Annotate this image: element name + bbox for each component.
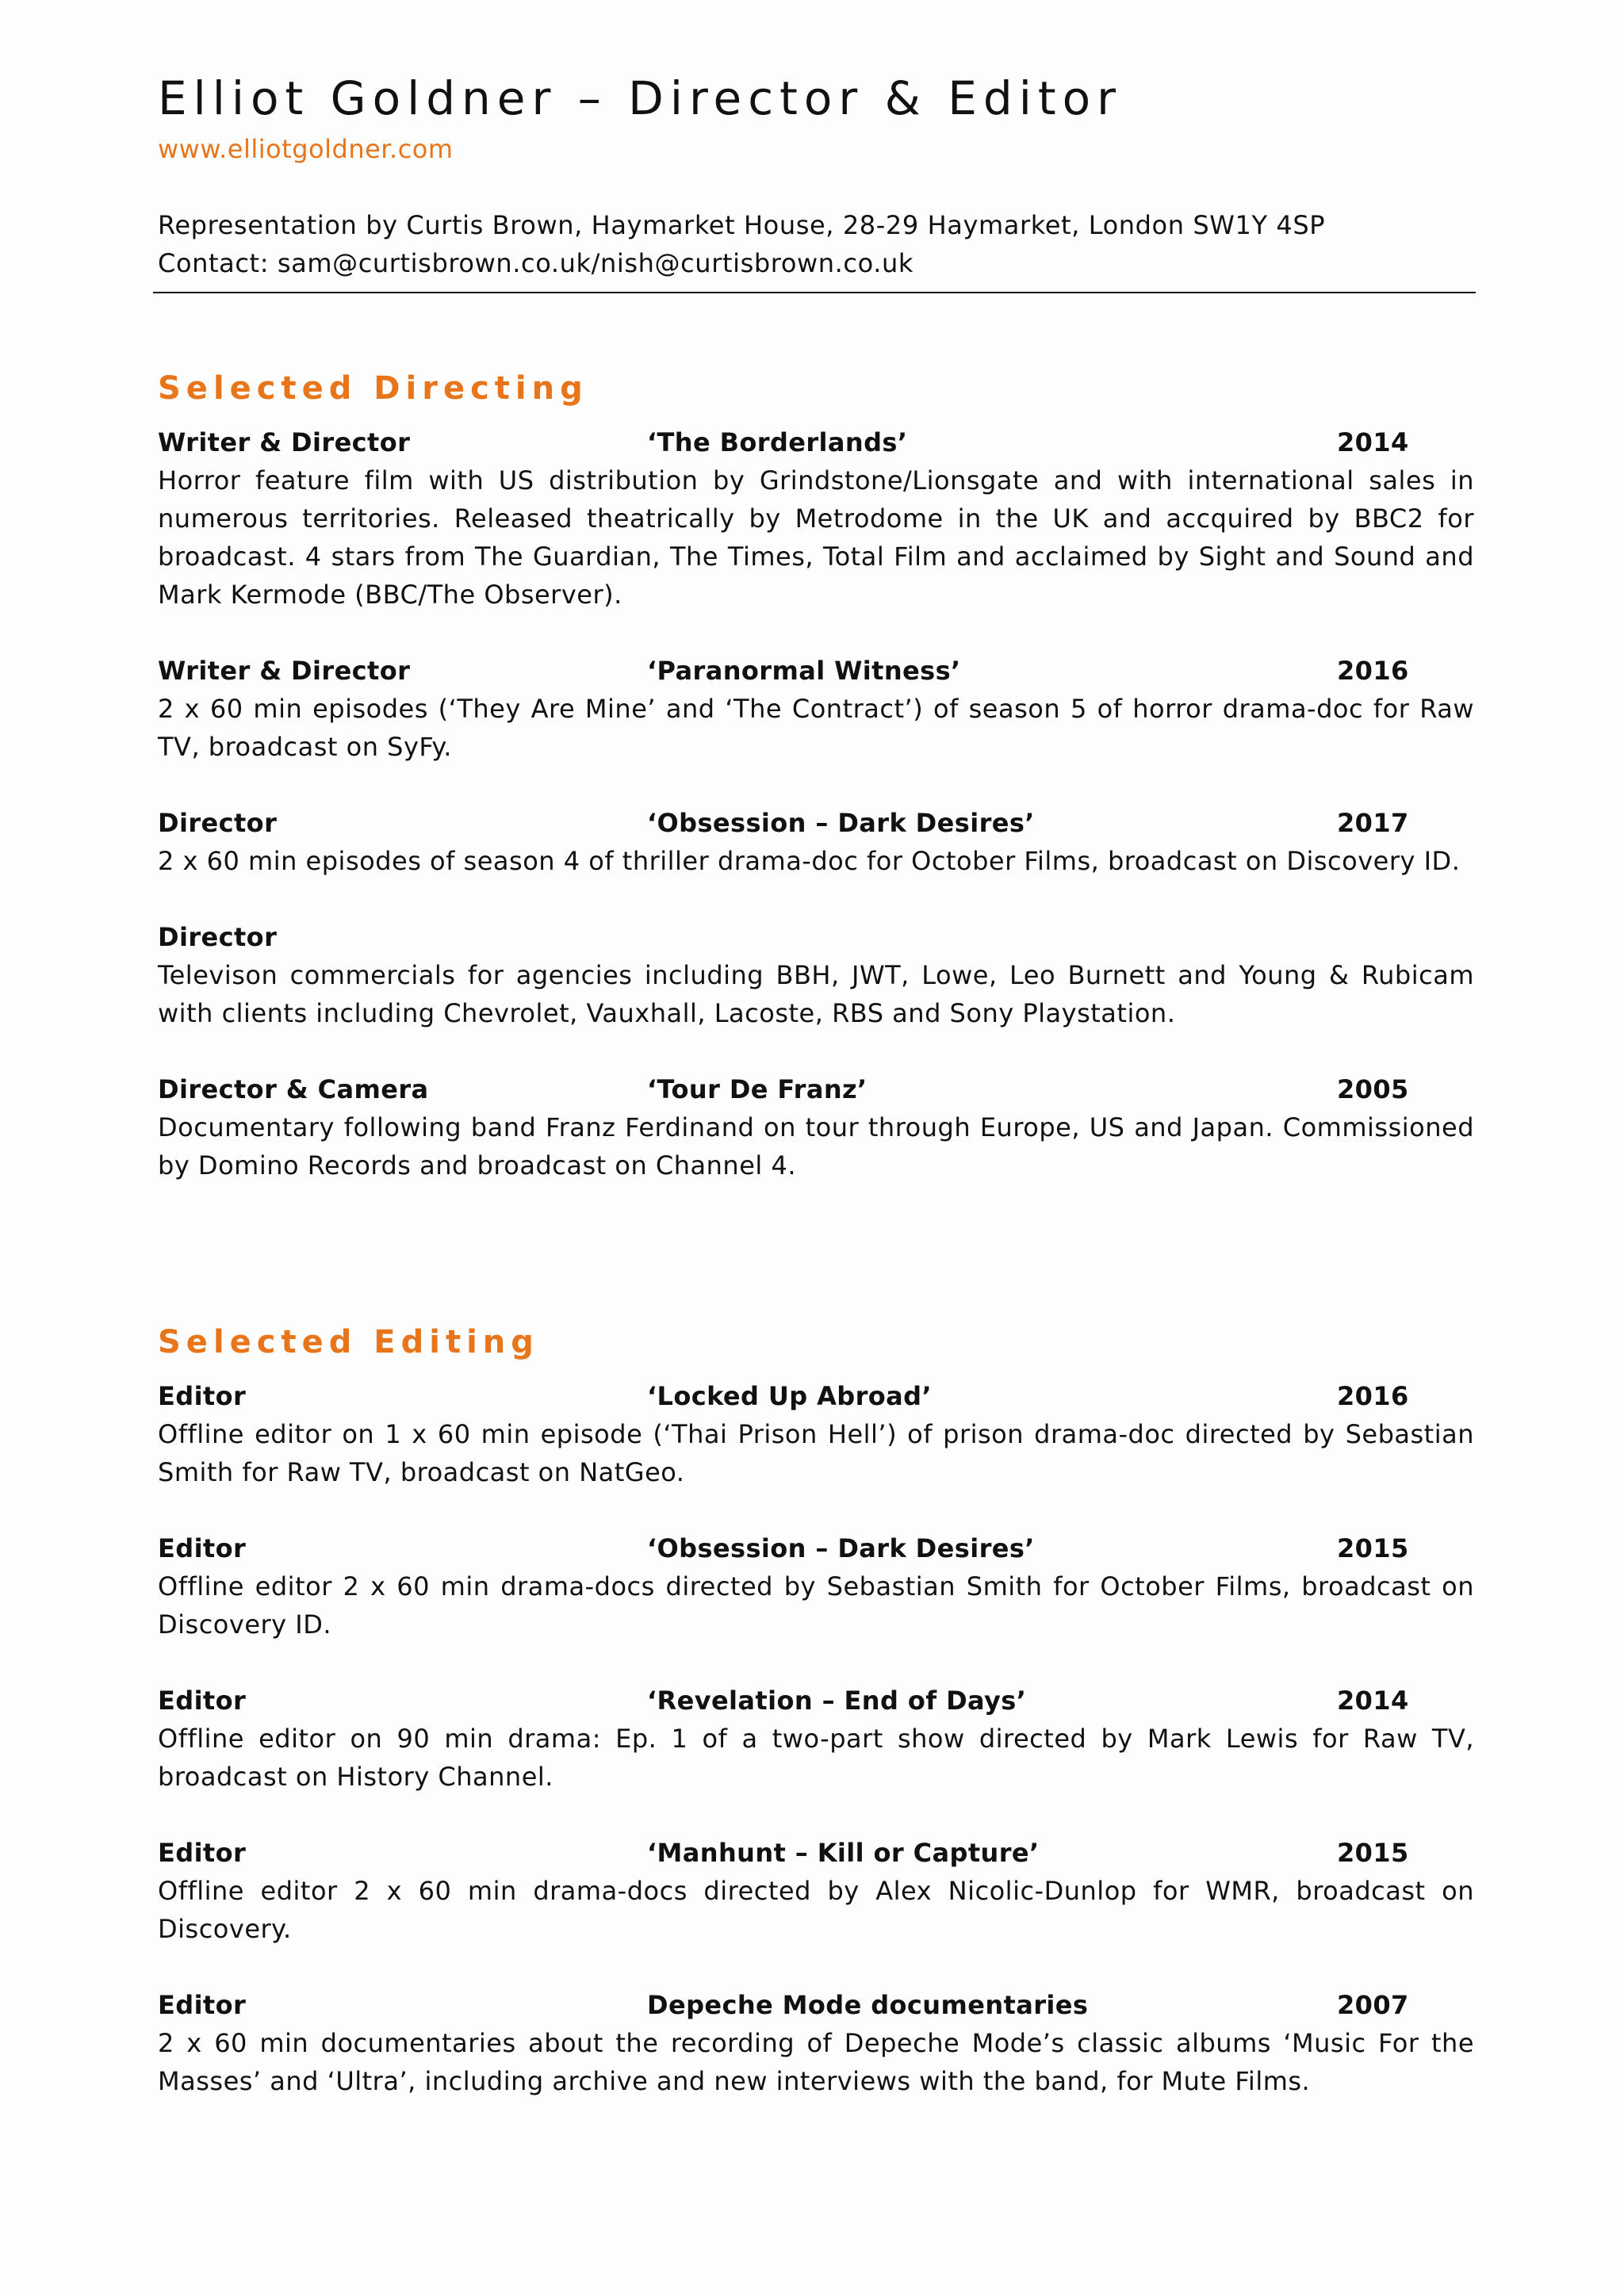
- entry-description: Offline editor 2 x 60 min drama-docs directed by Alex Nicolic-Dunlop for WMR, broadcast on Discovery.: [158, 1876, 1474, 1944]
- entry-description: 2 x 60 min documentaries about the recording of Depeche Mode’s classic albums ‘Music For the Masses’ and ‘Ultra’, including archive and new interviews with the band, for Mute Films.: [158, 2028, 1474, 2096]
- directing-entry: [158, 918, 1474, 1032]
- entry-title: ‘Obsession – Dark Desires’: [647, 808, 1035, 838]
- entry-header: [158, 652, 1474, 690]
- directing-heading: Selected Directing: [158, 370, 588, 407]
- entry-header: [158, 1377, 1474, 1415]
- entry-description: Horror feature film with US distribution by Grindstone/Lionsgate and with international sales in numerous territories. Released theatrically by Metrodome in the UK and accquired by BBC2 for broadcast. 4 stars from The Guardian, The Times, Total Film and acclaimed by Sight and Sound and Mark Kermode (BBC/The Observer).: [158, 465, 1474, 610]
- editing-entry: [158, 1986, 1474, 2100]
- entry-role: Director & Camera: [158, 1074, 429, 1104]
- entry-header: [158, 1070, 1474, 1108]
- editing-heading: Selected Editing: [158, 1324, 539, 1360]
- entry-role: Editor: [158, 1990, 247, 2020]
- entry-year: 2015: [1337, 1838, 1409, 1868]
- entry-description: 2 x 60 min episodes (‘They Are Mine’ and ‘The Contract’) of season 5 of horror drama-doc for Raw TV, broadcast on SyFy.: [158, 694, 1474, 762]
- entry-title: ‘Manhunt – Kill or Capture’: [647, 1838, 1040, 1868]
- directing-entry: [158, 1070, 1474, 1184]
- entry-role: Editor: [158, 1838, 247, 1868]
- entry-year: 2005: [1337, 1074, 1409, 1104]
- contact-block: [158, 206, 1474, 282]
- editing-entry: [158, 1834, 1474, 1948]
- entry-year: 2015: [1337, 1533, 1409, 1563]
- entry-description: Offline editor on 90 min drama: Ep. 1 of a two-part show directed by Mark Lewis for Raw TV, broadcast on History Channel.: [158, 1724, 1474, 1792]
- contact-line: Contact: sam@curtisbrown.co.uk/nish@curtisbrown.co.uk: [158, 248, 914, 278]
- entry-header: [158, 1986, 1474, 2024]
- entry-title: ‘Paranormal Witness’: [647, 656, 961, 686]
- entry-role: Director: [158, 808, 278, 838]
- entry-description: Offline editor on 1 x 60 min episode (‘Thai Prison Hell’) of prison drama-doc directed by Sebastian Smith for Raw TV, broadcast on NatGeo.: [158, 1419, 1474, 1487]
- editing-entry: [158, 1377, 1474, 1491]
- editing-entry: [158, 1529, 1474, 1644]
- entry-role: Editor: [158, 1533, 247, 1563]
- entry-year: 2007: [1337, 1990, 1409, 2020]
- entry-title: ‘Tour De Franz’: [647, 1074, 868, 1104]
- cv-header: [158, 70, 1474, 282]
- entry-role: Editor: [158, 1686, 247, 1716]
- entry-title: ‘Locked Up Abroad’: [647, 1381, 932, 1411]
- directing-entry: [158, 804, 1474, 880]
- entry-header: [158, 1834, 1474, 1872]
- entry-role: Director: [158, 922, 278, 952]
- header-divider: [153, 292, 1476, 293]
- entry-role: Editor: [158, 1381, 247, 1411]
- representation-line: Representation by Curtis Brown, Haymarket House, 28-29 Haymarket, London SW1Y 4SP: [158, 210, 1326, 240]
- directing-section: [158, 366, 1474, 1184]
- directing-entry: [158, 652, 1474, 766]
- editing-section: [158, 1320, 1474, 2100]
- directing-entry: [158, 423, 1474, 614]
- page-title: Elliot Goldner – Director & Editor: [158, 71, 1122, 125]
- entry-description: Televison commercials for agencies including BBH, JWT, Lowe, Leo Burnett and Young & Rubicam with clients including Chevrolet, Vauxhall, Lacoste, RBS and Sony Playstation.: [158, 960, 1474, 1028]
- entry-year: 2017: [1337, 808, 1409, 838]
- entry-year: 2014: [1337, 427, 1409, 457]
- entry-header: [158, 918, 1474, 956]
- entry-role: Writer & Director: [158, 427, 411, 457]
- entry-header: [158, 1529, 1474, 1567]
- entry-header: [158, 423, 1474, 461]
- entry-description: Documentary following band Franz Ferdinand on tour through Europe, US and Japan. Commissioned by Domino Records and broadcast on Channel 4.: [158, 1112, 1474, 1181]
- entry-header: [158, 1682, 1474, 1720]
- entry-description: 2 x 60 min episodes of season 4 of thriller drama-doc for October Films, broadcast on Discovery ID.: [158, 846, 1461, 876]
- entry-title: ‘Obsession – Dark Desires’: [647, 1533, 1035, 1563]
- entry-year: 2016: [1337, 1381, 1409, 1411]
- entry-description: Offline editor 2 x 60 min drama-docs directed by Sebastian Smith for October Films, broadcast on Discovery ID.: [158, 1571, 1474, 1640]
- website-link[interactable]: www.elliotgoldner.com: [158, 134, 454, 164]
- entry-role: Writer & Director: [158, 656, 411, 686]
- entry-year: 2014: [1337, 1686, 1409, 1716]
- entry-header: [158, 804, 1474, 842]
- entry-title: ‘The Borderlands’: [647, 427, 908, 457]
- editing-entry: [158, 1682, 1474, 1796]
- entry-year: 2016: [1337, 656, 1409, 686]
- entry-title: ‘Revelation – End of Days’: [647, 1686, 1027, 1716]
- entry-title: Depeche Mode documentaries: [647, 1990, 1089, 2020]
